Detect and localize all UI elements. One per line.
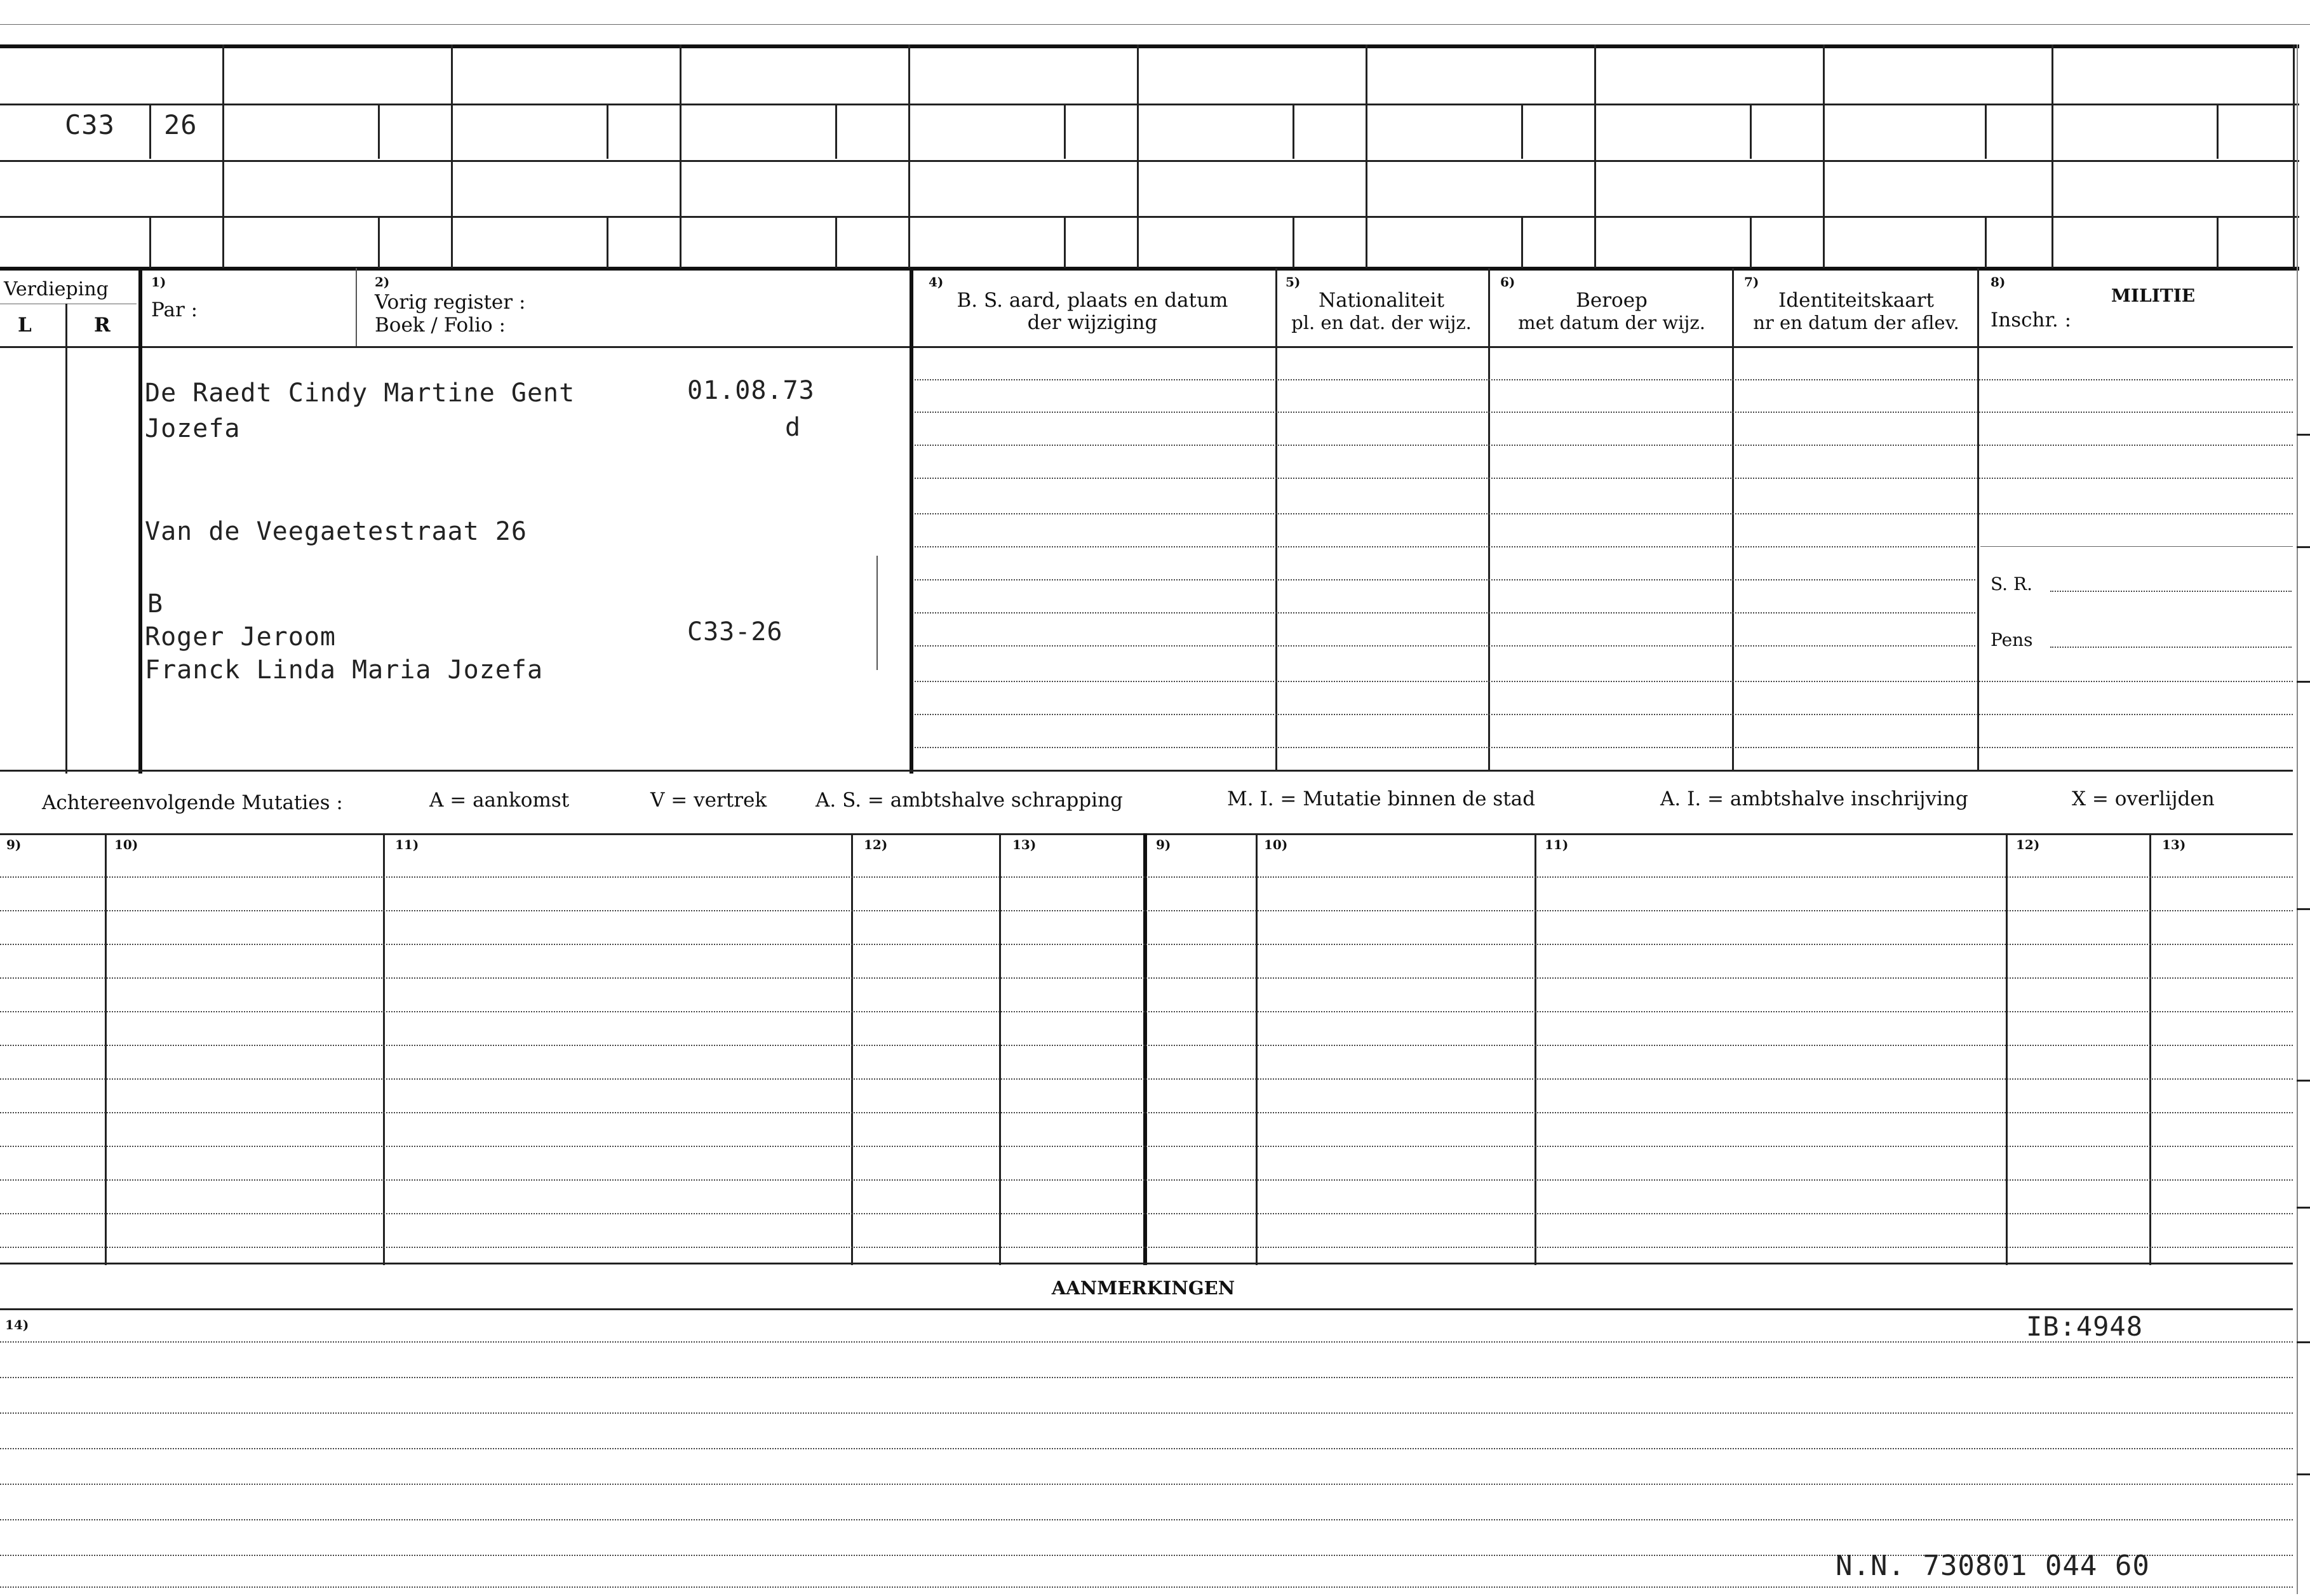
entry-other-name: Franck Linda Maria Jozefa <box>145 655 544 685</box>
lower-col-line <box>1256 833 1258 1265</box>
grid-tick <box>149 105 151 159</box>
mutation-x: X = overlijden <box>2072 788 2215 810</box>
verdieping-left-label: L <box>18 314 32 337</box>
grid-tick <box>378 105 380 159</box>
grid-tick <box>149 217 151 268</box>
remarks-line <box>0 1412 2293 1414</box>
col4-number: 4) <box>929 274 944 290</box>
mutation-row-line <box>0 1045 2293 1046</box>
grid-tick <box>1521 217 1523 268</box>
remarks-top-line <box>0 1308 2293 1310</box>
col5-line1: Nationaliteit <box>1318 289 1445 312</box>
col4-line1: B. S. aard, plaats en datum <box>957 289 1228 312</box>
entry-b-label: B <box>147 589 164 619</box>
grid-tick <box>1064 105 1066 159</box>
header-bottom-line <box>0 346 2293 348</box>
writing-line <box>915 714 2293 715</box>
grid-col-divider <box>1137 44 1139 268</box>
mutation-row-line <box>0 1146 2293 1147</box>
mutation-row-line <box>0 1011 2293 1012</box>
mutation-table-bottom-line <box>0 1263 2293 1264</box>
grid-row-line <box>0 160 2299 162</box>
col2-left-line <box>356 268 357 346</box>
col6-left-line <box>1488 268 1490 770</box>
grid-tick <box>607 217 608 268</box>
lower-col-number: 13) <box>2162 837 2186 852</box>
col5-line2: pl. en dat. der wijz. <box>1291 312 1472 333</box>
grid-tick <box>1293 217 1294 268</box>
grid-tick <box>1521 105 1523 159</box>
col6-number: 6) <box>1500 274 1515 290</box>
grid-col-divider <box>451 44 453 268</box>
lower-col-number: 12) <box>864 837 888 852</box>
grid-col-divider <box>1594 44 1596 268</box>
lower-col-number: 11) <box>1545 837 1569 852</box>
grid-col-divider <box>680 44 682 268</box>
col1-label: Par : <box>151 298 198 321</box>
mutations-title: Achtereenvolgende Mutaties : <box>42 791 343 814</box>
col2-number: 2) <box>375 274 390 290</box>
militia-pens-label: Pens <box>1991 629 2033 650</box>
lower-col-number: 10) <box>114 837 138 852</box>
grid-tick <box>1293 105 1294 159</box>
writing-line <box>915 379 2293 380</box>
grid-top-line <box>0 44 2299 48</box>
lower-col-number: 12) <box>2016 837 2040 852</box>
entry-name-line1: De Raedt Cindy Martine Gent <box>145 379 575 408</box>
entry-reference: C33-26 <box>687 617 783 647</box>
col2-line2: Boek / Folio : <box>375 314 506 337</box>
writing-line <box>915 546 1975 547</box>
col6-line2: met datum der wijz. <box>1518 312 1705 333</box>
grid-tick <box>1985 105 1987 159</box>
remarks-line <box>0 1341 2293 1343</box>
col2-line1: Vorig register : <box>375 291 526 314</box>
writing-line <box>915 645 1975 647</box>
inschr-label: Inschr. : <box>1991 309 2072 332</box>
grid-tick <box>1750 105 1752 159</box>
mutation-row-line <box>0 876 2293 878</box>
remarks-line <box>0 1484 2293 1485</box>
writing-line <box>915 478 2293 479</box>
grid-row-line <box>0 216 2299 218</box>
lower-col-number: 10) <box>1264 837 1288 852</box>
militia-sr-line <box>2050 591 2292 592</box>
entry-sex: d <box>785 413 802 442</box>
grid-col-divider <box>2051 44 2053 268</box>
remarks-line <box>0 1519 2293 1520</box>
grid-tick <box>2217 105 2219 159</box>
grid-col-divider <box>1823 44 1825 268</box>
col7-left-line <box>1732 268 1734 770</box>
grid-col-divider <box>222 44 224 268</box>
entry-name-line2: Jozefa <box>145 414 241 443</box>
col5-number: 5) <box>1286 274 1301 290</box>
edge-tick <box>2297 1341 2310 1343</box>
col8-left-line <box>1977 268 1979 770</box>
grid-tick <box>1064 217 1066 268</box>
grid-tick <box>835 105 837 159</box>
mutation-row-line <box>0 1078 2293 1080</box>
entry-marker-line <box>876 556 878 670</box>
remarks-line <box>0 1448 2293 1449</box>
col6-line1: Beroep <box>1576 289 1648 312</box>
writing-line <box>915 747 2293 748</box>
mutation-v: V = vertrek <box>650 789 767 812</box>
grid-row-line <box>0 104 2299 105</box>
lower-col-number: 11) <box>395 837 419 852</box>
entry-birth-date: 01.08.73 <box>687 376 815 405</box>
grid-tick <box>607 105 608 159</box>
lower-center-line <box>1143 833 1147 1265</box>
mutation-row-line <box>0 1112 2293 1113</box>
remarks-number: 14) <box>5 1317 29 1332</box>
entry-bottom-line <box>0 770 2293 772</box>
militie-title: MILITIE <box>2111 285 2196 306</box>
col4-left-line <box>910 268 913 774</box>
writing-line <box>915 513 2293 514</box>
edge-tick <box>2297 1080 2310 1082</box>
lower-col-line <box>2149 833 2151 1265</box>
militia-pens-line <box>2050 647 2292 648</box>
grid-bottom-line <box>0 267 2299 271</box>
mutation-a: A = aankomst <box>429 789 570 812</box>
lower-col-number: 9) <box>6 837 22 852</box>
verdieping-split-line <box>65 304 67 774</box>
edge-tick <box>2297 1473 2310 1475</box>
mutation-ai: A. I. = ambtshalve inschrijving <box>1660 788 1968 810</box>
col8-number: 8) <box>1991 274 2006 290</box>
edge-tick <box>2297 434 2310 436</box>
mutation-row-line <box>0 1213 2293 1214</box>
entry-address: Van de Veegaetestraat 26 <box>145 517 527 546</box>
remarks-title: AANMERKINGEN <box>1051 1277 1235 1299</box>
ib-number: IB:4948 <box>2026 1311 2144 1342</box>
mutation-row-line <box>0 1179 2293 1181</box>
col5-left-line <box>1275 268 1277 770</box>
writing-line <box>915 445 2293 446</box>
verdieping-right-label: R <box>94 314 111 337</box>
col1-number: 1) <box>151 274 166 290</box>
grid-tick <box>2217 217 2219 268</box>
edge-tick <box>2297 1207 2310 1209</box>
writing-line <box>915 681 2293 682</box>
national-number: N.N. 730801 044 60 <box>1836 1550 2150 1582</box>
mutation-mi: M. I. = Mutatie binnen de stad <box>1227 788 1536 810</box>
mutation-row-line <box>0 944 2293 945</box>
lower-col-number: 13) <box>1012 837 1037 852</box>
register-number: 26 <box>164 109 198 140</box>
grid-col-divider <box>1366 44 1367 268</box>
col7-number: 7) <box>1744 274 1759 290</box>
col1-left-line <box>138 268 142 774</box>
militia-divider <box>1980 546 2293 547</box>
lower-col-line <box>1534 833 1536 1265</box>
mutation-row-line <box>0 977 2293 979</box>
lower-col-number: 9) <box>1156 837 1171 852</box>
right-margin-line <box>2297 44 2298 1594</box>
edge-tick <box>2297 546 2310 548</box>
edge-tick <box>2297 908 2310 910</box>
remarks-line <box>0 1586 2293 1588</box>
entry-spouse: Roger Jeroom <box>145 622 336 652</box>
writing-line <box>915 412 2293 413</box>
writing-line <box>915 612 1975 614</box>
grid-col-divider <box>2293 44 2295 268</box>
lower-col-line <box>383 833 385 1265</box>
mutation-row-line <box>0 1247 2293 1248</box>
verdieping-label: Verdieping <box>4 278 109 300</box>
grid-col-divider <box>908 44 910 268</box>
grid-tick <box>378 217 380 268</box>
mutation-row-line <box>0 910 2293 911</box>
grid-tick <box>835 217 837 268</box>
lower-col-line <box>105 833 107 1265</box>
col7-line2: nr en datum der aflev. <box>1753 312 1959 333</box>
militia-sr-label: S. R. <box>1991 573 2032 594</box>
col7-line1: Identiteitskaart <box>1778 289 1934 312</box>
top-dashed-line <box>0 24 2310 25</box>
lower-col-line <box>999 833 1001 1265</box>
lower-col-line <box>851 833 853 1265</box>
lower-col-line <box>2006 833 2008 1265</box>
grid-tick <box>1985 217 1987 268</box>
writing-line <box>915 579 1975 580</box>
col4-line2: der wijziging <box>1027 311 1158 334</box>
remarks-line <box>0 1377 2293 1378</box>
grid-tick <box>1750 217 1752 268</box>
edge-tick <box>2297 681 2310 683</box>
register-code: C33 <box>65 109 115 140</box>
mutation-as: A. S. = ambtshalve schrapping <box>816 789 1123 812</box>
